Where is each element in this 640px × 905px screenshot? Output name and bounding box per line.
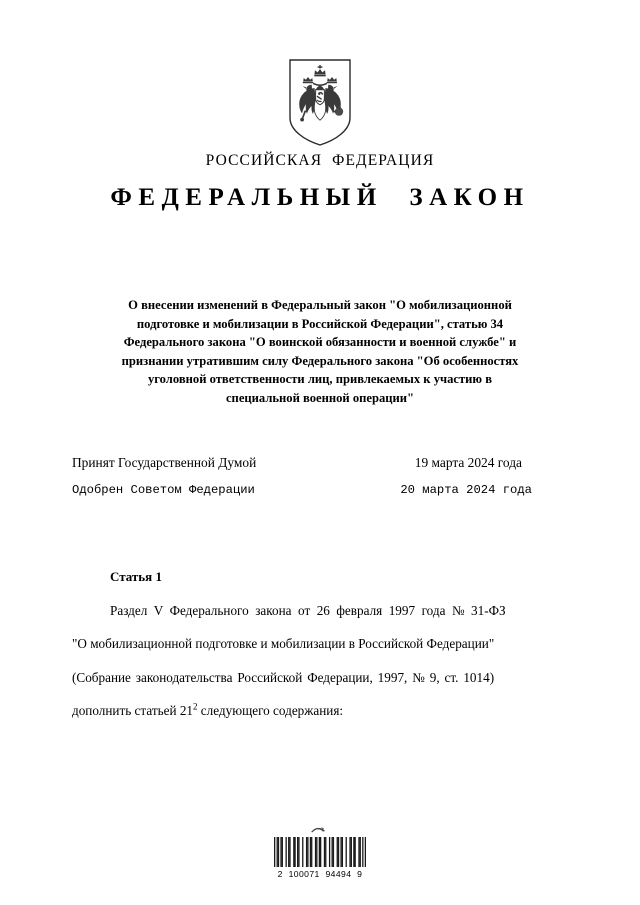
- body-line: (Собрание законодательства Российской Федерации, 1997, № 9, ст. 1014): [72, 669, 495, 685]
- amendment-line: [72, 694, 568, 728]
- coat-of-arms-container: [0, 58, 640, 146]
- law-title-line: признании утратившим силу Федерального закона "Об особенностях: [121, 353, 519, 368]
- law-body: [72, 560, 568, 728]
- law-title-line: подготовке и мобилизации в Российской Федерации", статью 34: [136, 316, 504, 331]
- barcode-number: 2 100071 94494 9: [277, 869, 363, 879]
- law-title-line: специальной военной операции": [225, 390, 415, 405]
- barcode-top-mark-icon: [309, 825, 331, 836]
- adoption-label-federation-council: Одобрен Советом Федерации: [72, 483, 255, 497]
- article-heading: Статья 1: [110, 569, 162, 584]
- document-type-heading: ФЕДЕРАЛЬНЫЙ ЗАКОН: [110, 184, 530, 211]
- adoption-row-federation-council: [72, 483, 568, 497]
- article-superscript: 2: [193, 701, 198, 712]
- amendment-line-after: следующего содержания:: [197, 703, 344, 719]
- adoption-label-state-duma: Принят Государственной Думой: [72, 455, 257, 470]
- law-title-line: Федерального закона "О воинской обязанности и военной службе" и: [123, 335, 517, 350]
- body-line: Раздел V Федерального закона от 26 февраля 1997 года № 31-ФЗ: [110, 602, 506, 618]
- law-title-line: О внесении изменений в Федеральный закон "О мобилизационной: [128, 298, 512, 312]
- adoption-date-federation-council: 20 марта 2024 года: [400, 483, 532, 497]
- body-line: "О мобилизационной подготовке и мобилизации в Российской Федерации": [72, 636, 495, 652]
- law-title: [72, 296, 568, 408]
- law-title-line: уголовной ответственности лиц, привлекаемых к участию в: [147, 372, 493, 387]
- country-heading: РОССИЙСКАЯ ФЕДЕРАЦИЯ: [205, 152, 435, 169]
- barcode-bars: [274, 837, 366, 867]
- russian-federation-coat-of-arms-icon: [286, 58, 354, 146]
- adoption-date-state-duma: 19 марта 2024 года: [414, 455, 522, 470]
- barcode-block: [0, 825, 640, 879]
- amendment-line-before: дополнить статьей 21: [72, 703, 194, 719]
- adoption-row-state-duma: [72, 455, 568, 471]
